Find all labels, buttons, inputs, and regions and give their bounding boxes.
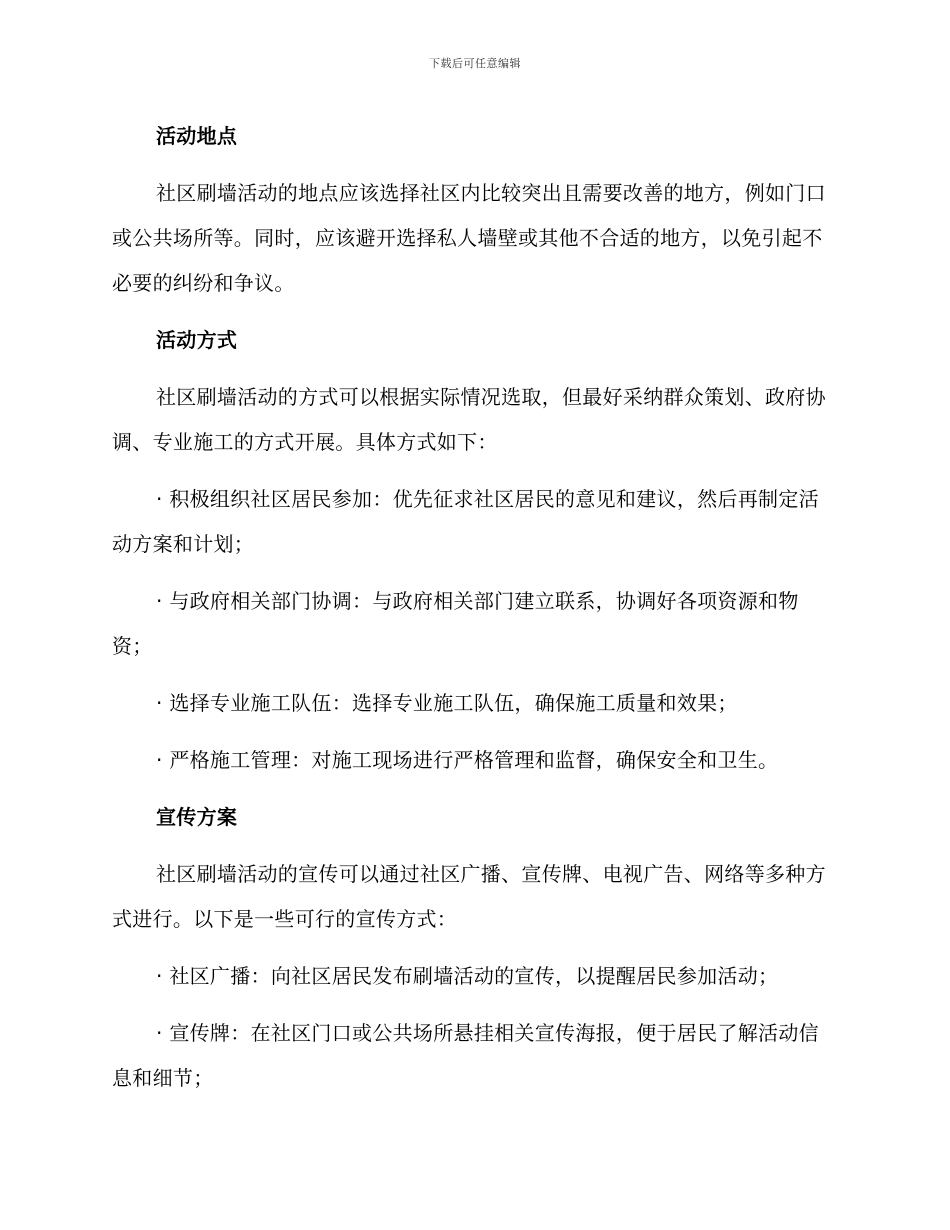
- bullet-item: · 与政府相关部门协调：与政府相关部门建立联系，协调好各项资源和物资；: [112, 589, 799, 658]
- page-header: 下载后可任意编辑: [429, 57, 521, 70]
- section-heading-promotion: 宣传方案: [156, 805, 238, 829]
- document-body: [112, 114, 832, 1113]
- paragraph-location: 社区刷墙活动的地点应该选择社区内比较突出且需要改善的地方，例如门口或公共场所等。同时，应该避开选择私人墙壁或其他不合适的地方，以免引起不必要的纠纷和争议。: [112, 181, 826, 295]
- section-heading-method: 活动方式: [156, 328, 238, 352]
- bullet-item: · 严格施工管理：对施工现场进行严格管理和监督，确保安全和卫生。: [156, 748, 779, 772]
- paragraph-promotion: 社区刷墙活动的宣传可以通过社区广播、宣传牌、电视广告、网络等多种方式进行。以下是一些可行的宣传方式：: [112, 862, 826, 931]
- bullet-item: · 积极组织社区居民参加：优先征求社区居民的意见和建议，然后再制定活动方案和计划；: [112, 487, 819, 556]
- section-heading-location: 活动地点: [156, 124, 238, 148]
- bullet-item: · 宣传牌：在社区门口或公共场所悬挂相关宣传海报，便于居民了解活动信息和细节；: [112, 1021, 819, 1090]
- bullet-item: · 选择专业施工队伍：选择专业施工队伍，确保施工质量和效果；: [156, 691, 738, 715]
- paragraph-method: 社区刷墙活动的方式可以根据实际情况选取，但最好采纳群众策划、政府协调、专业施工的方式开展。具体方式如下：: [112, 385, 826, 454]
- bullet-item: · 社区广播：向社区居民发布刷墙活动的宣传，以提醒居民参加活动；: [156, 964, 779, 988]
